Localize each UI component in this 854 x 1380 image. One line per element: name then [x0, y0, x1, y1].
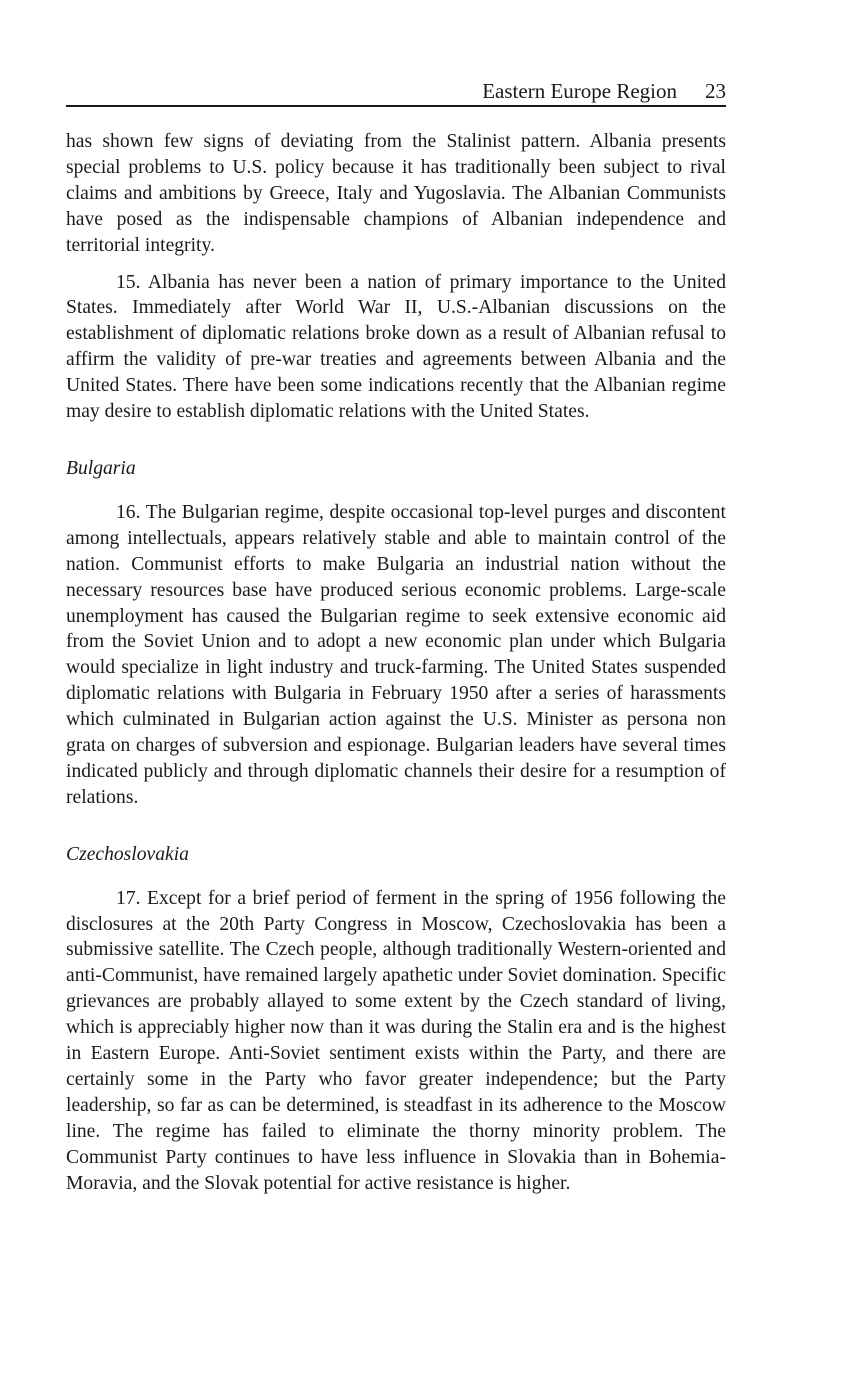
paragraph-17: 17. Except for a brief period of ferment in the spring of 1956 following the disclosures at the 20th Party Congress in Moscow, Czechoslovakia has been a submissive satellite. The Czech people, although traditionally Western-oriented and anti-Communist, have remained largely apathetic under Soviet domination. Specific grievances are probably allayed to some extent by the Czech standard of living, which is appreciably higher now than it was during the Stalin era and is the highest in Eastern Europe. Anti-Soviet sentiment exists within the Party, and there are certainly some in the Party who favor greater independence; but the Party leadership, so far as can be determined, is steadfast in its adherence to the Moscow line. The regime has failed to eliminate the thorny minority problem. The Communist Party continues to have less influence in Slovakia than in Bohemia-Moravia, and the Slovak potential for active resistance is higher.	[66, 887, 726, 1194]
paragraph-16: 16. The Bulgarian regime, despite occasional top-level purges and discontent among intellectuals, appears relatively stable and able to maintain control of the nation. Communist efforts to make Bulgaria an industrial nation without the necessary resources base have produced serious economic problems. Large-scale unemployment has caused the Bulgarian regime to seek extensive economic aid from the Soviet Union and to adopt a new economic plan under which Bulgaria would specialize in light industry and truck-farming. The United States suspended diplomatic relations with Bulgaria in February 1950 after a series of harassments which culminated in Bulgarian action against the U.S. Minister as persona non grata on charges of subversion and espionage. Bulgarian leaders have several times indicated publicly and through diplomatic channels their desire for a resumption of relations.	[66, 501, 726, 808]
header-rule	[66, 105, 726, 107]
section-heading-czechoslovakia: Czechoslovakia	[66, 843, 189, 865]
section-heading-bulgaria: Bulgaria	[66, 457, 136, 479]
paragraph-15: 15. Albania has never been a nation of primary importance to the United States. Immediately after World War II, U.S.-Albanian discussions on the establishment of diplomatic relations broke down as a result of Albanian refusal to affirm the validity of pre-war treaties and agreements between Albania and the United States. There have been some indications recently that the Albanian regime may desire to establish diplomatic relations with the United States.	[66, 271, 726, 423]
running-header-title: Eastern Europe Region	[482, 79, 677, 103]
running-header	[66, 76, 726, 106]
paragraph-continued: has shown few signs of deviating from the Stalinist pattern. Albania presents special problems to U.S. policy because it has traditionally been subject to rival claims and ambitions by Greece, Italy and Yugoslavia. The Albanian Communists have posed as the indispensable champions of Albanian independence and territorial integrity.	[66, 131, 726, 256]
body-text	[66, 129, 726, 1197]
page-number: 23	[705, 79, 726, 103]
